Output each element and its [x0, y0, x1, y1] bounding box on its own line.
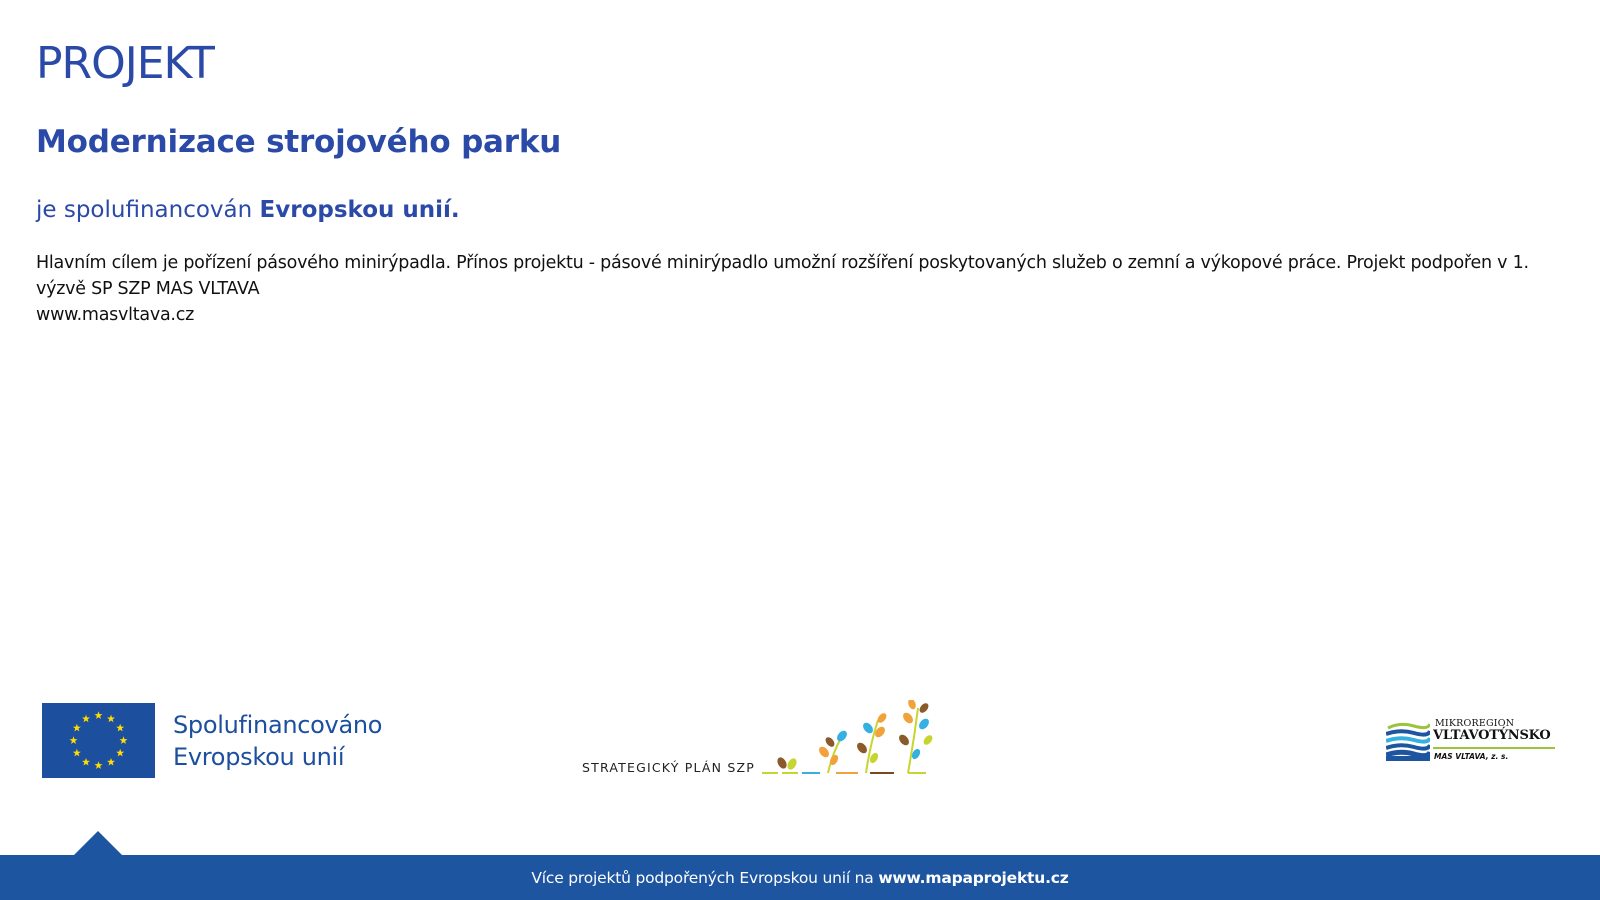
eu-logo-line1: Spolufinancováno: [173, 710, 383, 739]
eu-flag-icon: [42, 703, 155, 778]
mapaprojektu-link[interactable]: www.mapaprojektu.cz: [878, 868, 1069, 887]
eu-logo-line2: Evropskou unií: [173, 742, 345, 771]
project-description: [36, 250, 1564, 328]
footer-notch: [73, 831, 123, 856]
project-title: Modernizace strojového parku: [36, 124, 562, 160]
strategic-plan-logo: [582, 700, 962, 780]
cofinancing-statement: [36, 197, 460, 223]
sprouts-icon: [762, 700, 952, 780]
mikroregion-logo: [1386, 716, 1561, 766]
description-url: www.masvltava.cz: [36, 305, 195, 325]
waves-icon: [1386, 720, 1430, 762]
footer-text: [531, 869, 1068, 887]
footer-prefix: Více projektů podpořených Evropskou unií na: [531, 868, 874, 887]
eu-cofinancing-logo: [42, 703, 382, 778]
cofinancing-prefix: je spolufinancován: [36, 197, 253, 223]
mikroregion-divider: [1433, 747, 1555, 749]
description-text: Hlavním cílem je pořízení pásového minirýpadla. Přínos projektu - pásové minirýpadlo umožní rozšíření poskytovaných služeb o zemní a výkopové práce. Projekt podpořen v 1. výzvě SP SZP MAS VLTAVA: [36, 253, 1529, 299]
eu-logo-text: [173, 709, 382, 773]
footer-bar: [0, 855, 1600, 900]
mikroregion-name: VLTAVOTÝNSKO: [1433, 728, 1551, 743]
mikroregion-sub: MAS VLTAVA, z. s.: [1434, 752, 1509, 761]
strategic-plan-label: STRATEGICKÝ PLÁN SZP: [582, 760, 756, 775]
cofinancing-emphasis: Evropskou unií.: [259, 197, 460, 223]
mikroregion-top-label: MIKROREGION: [1435, 718, 1515, 729]
page-heading: PROJEKT: [36, 38, 214, 89]
